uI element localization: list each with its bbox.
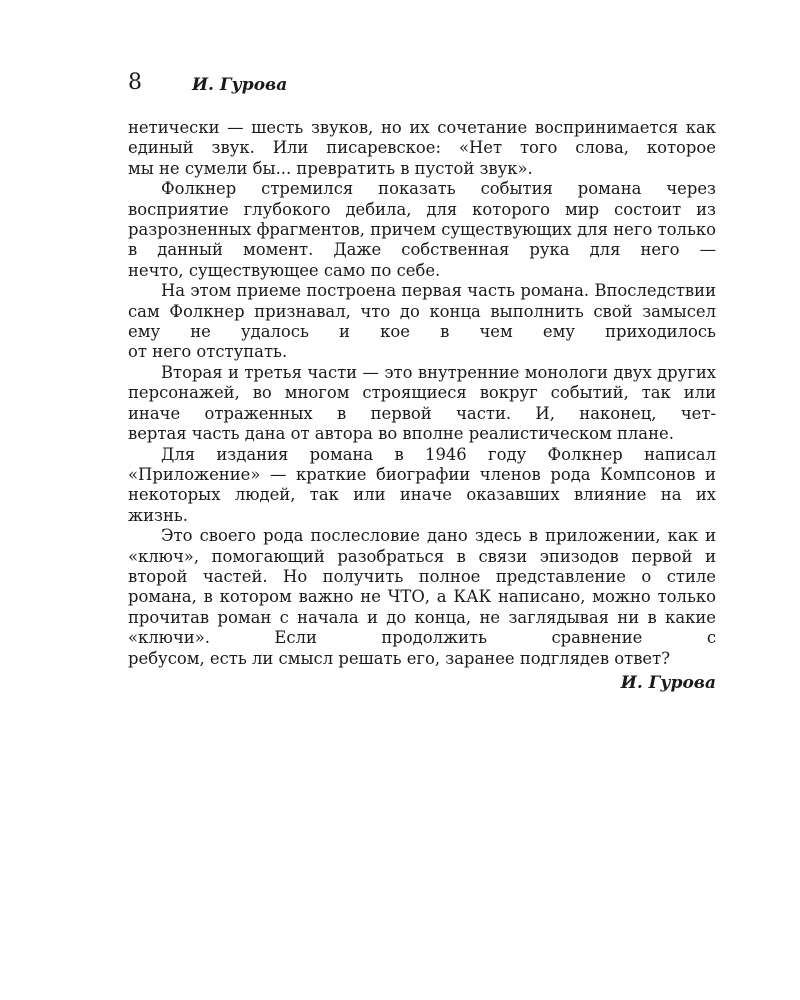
paragraph-2-last-line: нечто, существующее само по себе. — [128, 260, 441, 280]
paragraph-5-last-line: жизнь. — [128, 505, 189, 525]
paragraph-4-last-line: вертая часть дана от автора во вполне реалистическом плане. — [128, 424, 674, 444]
signature: И. Гурова — [620, 673, 716, 693]
paragraph — [128, 363, 716, 445]
page-number: 8 — [128, 70, 142, 95]
paragraph-6-last-line: ребусом, есть ли смысл решать его, заранее подглядев ответ? — [128, 648, 670, 668]
header-author: И. Гурова — [192, 75, 288, 95]
paragraph-1-last-line: мы не сумели бы... превратить в пустой звук». — [128, 158, 533, 178]
running-header — [128, 70, 718, 100]
paragraph-3-text: На этом приеме построена первая часть романа. Впоследствии сам Фолкнер признавал, что до конца выполнить свой замысел ему не удалось и кое в чем ему приходилось — [128, 281, 716, 342]
paragraph-1-text: нетически — шесть звуков, но их сочетание воспринимается как единый звук. Или писаревское: «Нет того слова, которое — [128, 118, 716, 158]
paragraph-2-text: Фолкнер стремился показать события романа через восприятие глубокого дебила, для которого мир состоит из разрозненных фрагментов, причем существующих для него только в данный момент. Даже собственная рука для него — — [128, 179, 716, 260]
paragraph — [128, 445, 716, 527]
paragraph — [128, 281, 716, 363]
paragraph — [128, 526, 716, 669]
body-text — [128, 118, 716, 669]
paragraph-4-text: Вторая и третья части — это внутренние монологи двух других персонажей, во многом строящиеся вокруг событий, так или иначе отраженных в первой части. И, наконец, чет- — [128, 362, 716, 423]
paragraph-3-last-line: от него отступать. — [128, 342, 288, 362]
paragraph-continuation — [128, 118, 716, 179]
paragraph-5-text: Для издания романа в 1946 году Фолкнер написал «Приложение» — краткие биографии членов рода Компсонов и некоторых людей, так или иначе оказавших влияние на их — [128, 444, 716, 505]
paragraph-6-text: Это своего рода послесловие дано здесь в приложении, как и «ключ», помогающий разобраться в связи эпизодов первой и второй частей. Но получить полное представление о стиле романа, в котором важно не ЧТО, а КАК написано, можно только прочитав роман с начала и до конца, не заглядывая ни в какие «ключи». Если продолжить сравнение с — [128, 526, 716, 648]
paragraph — [128, 179, 716, 281]
